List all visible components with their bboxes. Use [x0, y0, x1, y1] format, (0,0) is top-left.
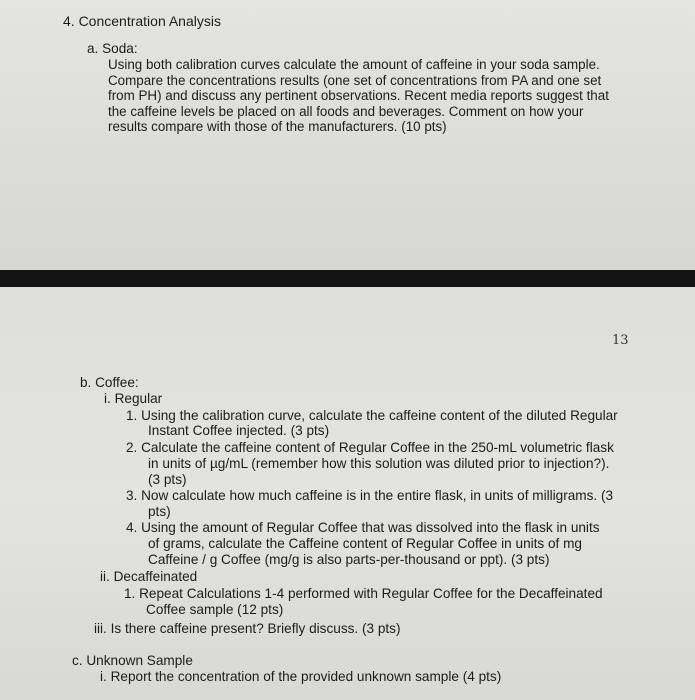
part-b-ii-item: 1. Repeat Calculations 1-4 performed with Regular Coffee for the Decaffeinated: [124, 586, 603, 601]
part-b-i-item: 2. Calculate the caffeine content of Regular Coffee in the 250-mL volumetric flask: [126, 440, 614, 455]
part-b-i-item: in units of µg/mL (remember how this solution was diluted prior to injection?).: [148, 456, 610, 471]
part-a-line: Compare the concentrations results (one set of concentrations from PA and one set: [108, 72, 602, 88]
page-number: 13: [612, 333, 629, 348]
part-b-i-item: Caffeine / g Coffee (mg/g is also parts-per-thousand or ppt). (3 pts): [148, 552, 550, 567]
part-b-ii-label: ii. Decaffeinated: [100, 569, 198, 584]
part-b-i-item: of grams, calculate the Caffeine content of Regular Coffee in units of mg: [148, 536, 582, 551]
part-b-i-item: 4. Using the amount of Regular Coffee that was dissolved into the flask in units: [126, 520, 600, 535]
part-b-i-item: pts): [148, 504, 171, 519]
part-b-i-item: (3 pts): [148, 472, 187, 487]
part-b-i-item: 1. Using the calibration curve, calculate the caffeine content of the diluted Regular: [126, 408, 618, 423]
part-c-i-label: i. Report the concentration of the provided unknown sample (4 pts): [100, 669, 502, 684]
part-b-iii-label: iii. Is there caffeine present? Briefly discuss. (3 pts): [94, 621, 401, 636]
part-c-label: c. Unknown Sample: [72, 653, 193, 668]
part-a-line: results compare with those of the manufacturers. (10 pts): [108, 119, 447, 135]
part-b-label: b. Coffee:: [80, 375, 139, 390]
part-b-i-item: Instant Coffee injected. (3 pts): [148, 423, 330, 438]
part-a-line: the caffeine levels be placed on all foods and beverages. Comment on how your: [108, 103, 584, 119]
part-b-ii-item: Coffee sample (12 pts): [146, 602, 284, 617]
part-a-line: Using both calibration curves calculate the amount of caffeine in your soda sample.: [108, 57, 600, 72]
part-b-i-label: i. Regular: [104, 391, 163, 406]
section-heading: 4. Concentration Analysis: [63, 13, 221, 29]
part-a-line: from PH) and discuss any pertinent observations. Recent media reports suggest that: [108, 88, 609, 104]
part-a-label: a. Soda:: [87, 41, 138, 56]
page-divider: [0, 270, 695, 287]
part-b-i-item: 3. Now calculate how much caffeine is in the entire flask, in units of milligrams. (3: [126, 488, 614, 503]
part-a-paragraph: [108, 57, 628, 135]
